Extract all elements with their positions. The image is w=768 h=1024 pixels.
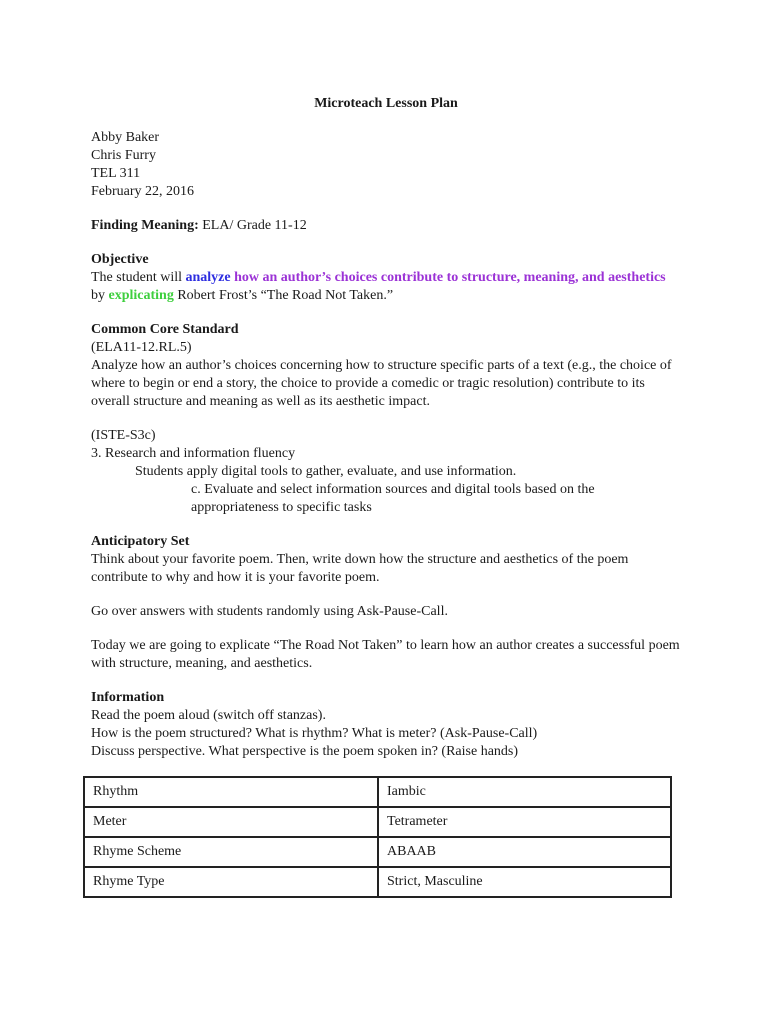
table-cell-value: Iambic — [378, 777, 671, 807]
table-cell-value: Tetrameter — [378, 807, 671, 837]
table-cell-term: Meter — [84, 807, 378, 837]
table-cell-value: ABAAB — [378, 837, 671, 867]
poem-structure-table — [83, 776, 672, 898]
anticipatory-heading: Anticipatory Set — [91, 534, 190, 549]
information-line: How is the poem structured? What is rhythm? What is meter? (Ask-Pause-Call) — [91, 726, 538, 741]
objective-text-part: Robert Frost’s “The Road Not Taken.” — [173, 288, 394, 303]
iste-subitem: Students apply digital tools to gather, evaluate, and use information. — [135, 464, 517, 479]
table-row — [84, 777, 671, 807]
iste-subsubitem: c. Evaluate and select information sources and digital tools based on the appropriateness to specific tasks — [191, 482, 595, 515]
objective-text-part: The student will — [91, 270, 186, 285]
page-title: Microteach Lesson Plan — [314, 96, 458, 111]
iste-code: (ISTE-S3c) — [91, 428, 156, 443]
objective-text-part: by — [91, 288, 109, 303]
finding-meaning-line — [91, 217, 681, 235]
table-cell-term: Rhyme Type — [84, 867, 378, 897]
standard-code: (ELA11-12.RL.5) — [91, 340, 192, 355]
author-block — [91, 129, 681, 201]
information-heading: Information — [91, 690, 165, 705]
information-line: Discuss perspective. What perspective is the poem spoken in? (Raise hands) — [91, 744, 519, 759]
anticipatory-paragraph: Go over answers with students randomly using Ask-Pause-Call. — [91, 604, 448, 619]
information-line: Read the poem aloud (switch off stanzas). — [91, 708, 326, 723]
table-cell-term: Rhythm — [84, 777, 378, 807]
standard-text: Analyze how an author’s choices concerning how to structure specific parts of a text (e.g., the choice of where to begin or end a story, the choice to provide a comedic or tragic resolution) contribute to its overall structure and meaning as well as its aesthetic impact. — [91, 358, 672, 409]
table-cell-term: Rhyme Scheme — [84, 837, 378, 867]
anticipatory-paragraph: Today we are going to explicate “The Road Not Taken” to learn how an author creates a successful poem with structure, meaning, and aesthetics. — [91, 638, 680, 671]
document-body — [91, 95, 681, 761]
objective-method: explicating — [108, 288, 174, 303]
table-row — [84, 807, 671, 837]
objective-verb: analyze — [185, 270, 231, 285]
anticipatory-paragraph: Think about your favorite poem. Then, write down how the structure and aesthetics of the poem contribute to why and how it is your favorite poem. — [91, 552, 629, 585]
author-line: Abby Baker — [91, 130, 160, 145]
table-row — [84, 867, 671, 897]
iste-item: 3. Research and information fluency — [91, 446, 296, 461]
finding-meaning-value: ELA/ Grade 11-12 — [198, 218, 307, 233]
objective-text — [91, 269, 681, 305]
table-cell-value: Strict, Masculine — [378, 867, 671, 897]
finding-meaning-label: Finding Meaning: — [91, 218, 199, 233]
standard-heading: Common Core Standard — [91, 322, 239, 337]
objective-heading: Objective — [91, 252, 149, 267]
date-line: February 22, 2016 — [91, 184, 195, 199]
objective-goal: how an author’s choices contribute to structure, meaning, and aesthetics — [234, 270, 666, 285]
table-row — [84, 837, 671, 867]
author-line: Chris Furry — [91, 148, 156, 163]
course-line: TEL 311 — [91, 166, 141, 181]
